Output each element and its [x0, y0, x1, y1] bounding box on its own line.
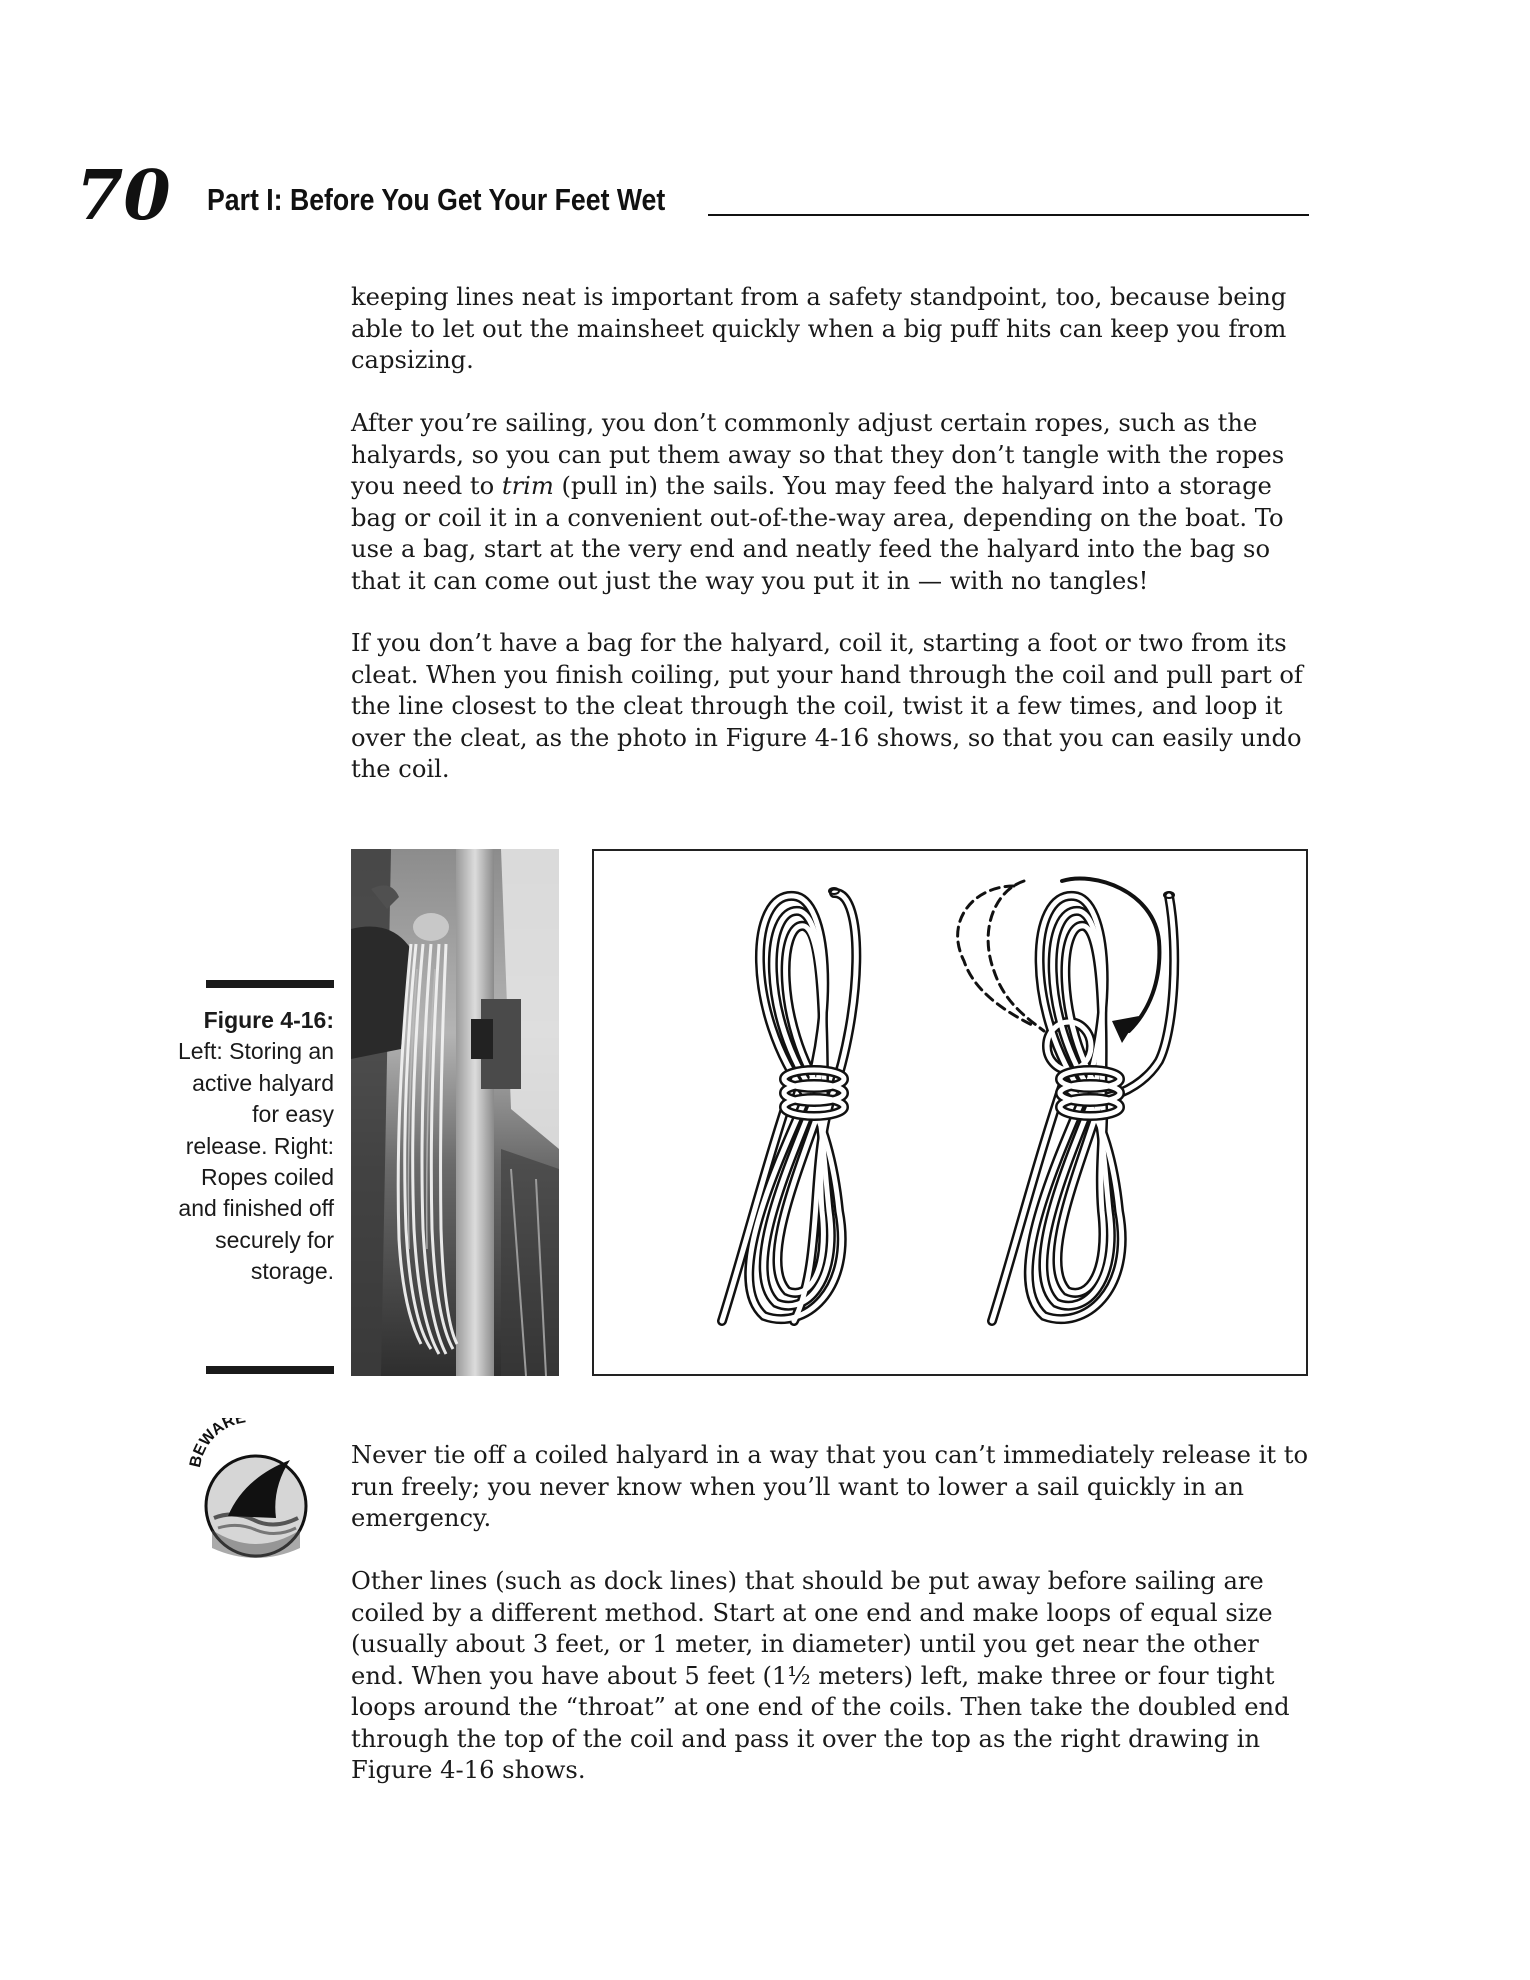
- header-rule: [708, 214, 1309, 216]
- paragraph-halyard-storage-end: (pull in) the sails. You may feed the halyard into a storage bag or coil it in a convenient out-of-the-way area, depending on the boat. To use a bag, start at the very end and neatly feed the halyard into the bag so that it can come out just the way you put it in — with no tangles!: [351, 472, 1284, 595]
- coiled-rope-drawing-art: [594, 851, 1306, 1374]
- halyard-photo-art: [351, 849, 559, 1376]
- paragraph-warning: Never tie off a coiled halyard in a way that you can’t immediately release it to run freely; you never know when you’ll want to lower a sail quickly in an emergency.: [351, 1441, 1309, 1532]
- figure-caption-text: Left: Storing an active halyard for easy release. Right: Ropes coiled and finished off securely for storage.: [178, 1038, 334, 1285]
- beware-shark-fin-icon: [186, 1418, 316, 1560]
- figure-caption: [170, 1005, 334, 1288]
- part-title: Part I: Before You Get Your Feet Wet: [207, 182, 666, 217]
- halyard-photo: [351, 849, 559, 1376]
- caption-rule-bottom: [206, 1366, 334, 1374]
- paragraph-dock-lines: Other lines (such as dock lines) that should be put away before sailing are coiled by a different method. Start at one end and make loops of equal size (usually about 3 feet, or 1 meter, in diameter) until you get near the other end. When you have about 5 feet (1½ meters) left, make three or four tight loops around the “throat” at one end of the coils. Then take the doubled end through the top of the coil and pass it over the top as the right drawing in Figure 4-16 shows.: [351, 1567, 1290, 1784]
- caption-rule-top: [206, 980, 334, 988]
- figure-label: Figure 4-16:: [203, 1007, 334, 1033]
- paragraph-coil-halyard: If you don’t have a bag for the halyard, coil it, starting a foot or two from its cleat. When you finish coiling, put your hand through the coil and pull part of the line closest to the cleat through the coil, twist it a few times, and loop it over the cleat, as the photo in Figure 4-16 shows, so that you can easily undo the coil.: [351, 629, 1303, 783]
- beware-icon: [186, 1418, 316, 1560]
- coiled-rope-drawing: [592, 849, 1308, 1376]
- paragraph-halyard-storage-start: After you’re sailing, you don’t commonly adjust certain ropes, such as the halyards, so you can put them away so that they don’t tangle with the ropes you need to: [351, 409, 1285, 500]
- paragraph-safety: keeping lines neat is important from a safety standpoint, too, because being able to let out the mainsheet quickly when a big puff hits can keep you from capsizing.: [351, 283, 1287, 374]
- paragraph-halyard-storage: [351, 408, 1311, 597]
- beware-label: BEWARE: [186, 1418, 248, 1469]
- term-trim: trim: [501, 472, 554, 500]
- page-number: 70: [76, 156, 171, 236]
